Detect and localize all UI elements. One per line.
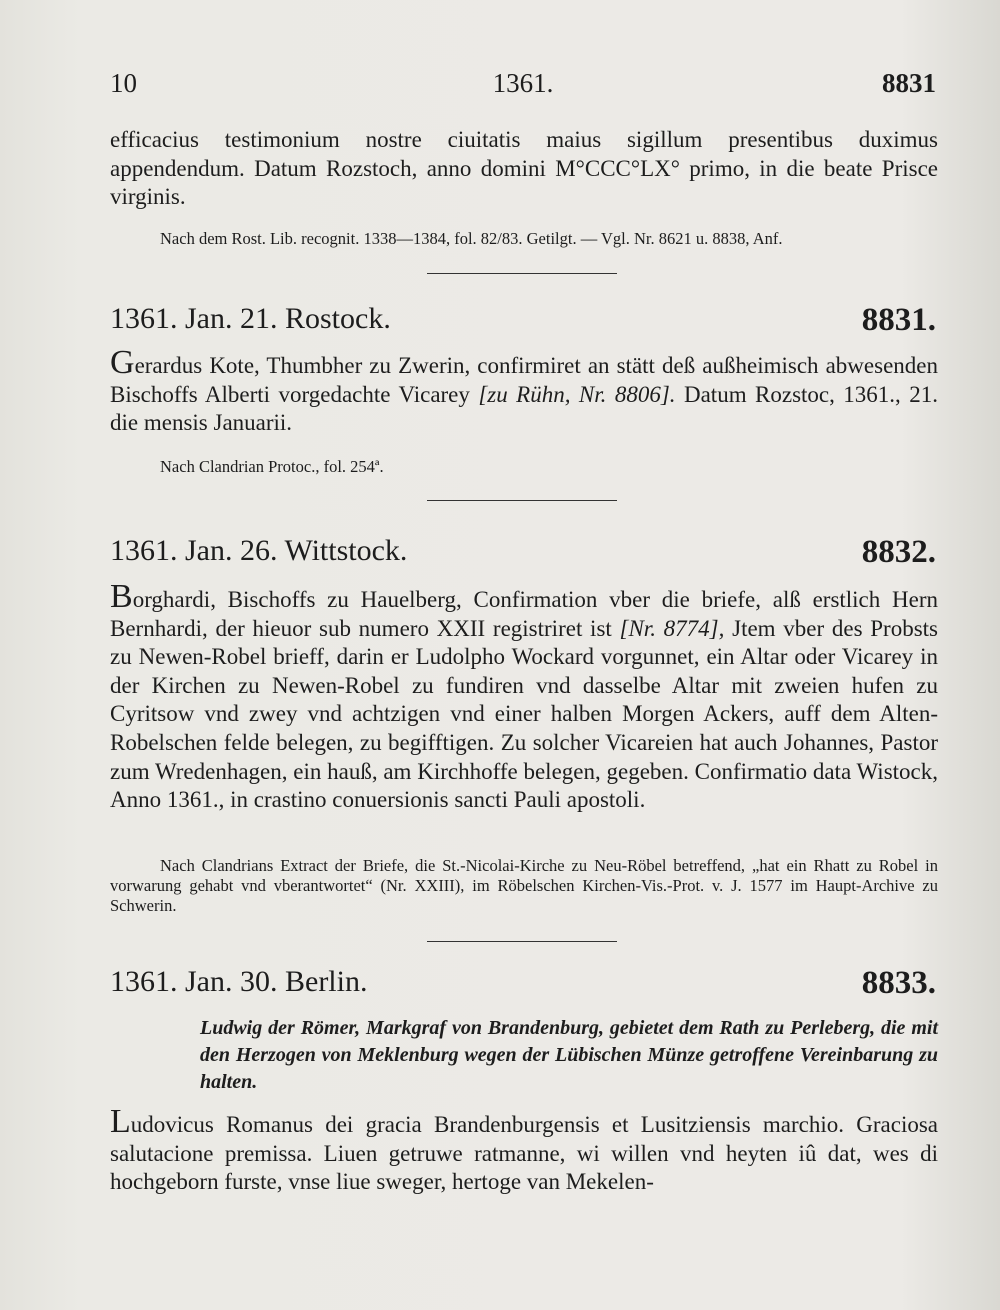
entry-text-8831 [110,344,938,438]
entry-end-text: Jtem vber des Probsts zu Newen-Robel brieff, darin er Ludolpho Wockard vorgunnet, ein Altar oder Vicarey in der Kirchen zu Newen-Robel zu fundiren vnd dasselbe Altar mit zweien hufen zu Cyritsow vnd zwey vnd achtzigen vnd einer halben Morgen Ackers, auff dem Alten-Robelschen felde belegen, zu begifftigen. Zu solcher Vicareien hat auch Johannes, Pastor zum Wredenhagen, ein hauß, am Kirchhoffe belegen, gegeben. Confirmatio data Wistock, Anno 1361., in crastino conuersionis sancti Pauli apostoli. [110,615,938,813]
header-year: 1361. [492,68,554,98]
page-header [110,68,936,104]
entry-header-8831 [110,302,936,342]
drop-initial: G [110,344,135,381]
entry-date-place: 1361. Jan. 26. Wittstock. [110,534,408,567]
entry-text-8833 [110,1103,938,1197]
entry-reference: [zu Rühn, Nr. 8806]. [478,381,676,407]
entry-end-text: Datum Rozstoc, 1361., 21. die mensis Januarii. [110,381,938,436]
drop-initial: B [110,578,133,615]
source-note-text: Nach Clandrian Protoc., fol. 254ª. [160,457,384,476]
intro-source-note [110,229,938,249]
entry-number: 8832. [861,534,936,570]
entry-text-8832 [110,578,938,815]
header-doc-number: 8831 [882,68,936,98]
entry-main-text: udovicus Romanus dei gracia Brandenburgensis et Lusitziensis marchio. Graciosa salutacione premissa. Liuen getruwe ratmanne, wi willen vnd heyten iû dat, wes di hochgeborn furste, vnse liue sweger, hertoge van Mekelen- [110,1112,938,1195]
entry-header-8832 [110,534,936,574]
section-divider [427,941,617,942]
section-divider [427,500,617,501]
entry-header-8833 [110,965,936,1005]
source-note-text: Nach Clandrians Extract der Briefe, die St.-Nicolai-Kirche zu Neu-Röbel betreffend, „hat ein Rhatt zu Robel in vorwarung gehabt vnd vberantwortet“ (Nr. XXIII), im Röbelschen Kirchen-Vis.-Prot. v. J. 1577 im Haupt-Archive zu Schwerin. [110,856,938,915]
entry-number: 8833. [861,965,936,1001]
entry-date-place: 1361. Jan. 21. Rostock. [110,302,391,335]
entry-number: 8831. [861,302,936,338]
entry-main-text: orghardi, Bischoffs zu Hauelberg, Confirmation vber die briefe, alß erstlich Hern Bernhardi, der hieuor sub numero XXII registriret ist [110,587,938,641]
page-number: 10 [110,68,137,98]
entry-main-text: erardus Kote, Thumbher zu Zwerin, confirmiret an stätt deß außheimisch abwesenden Bischoffs Alberti vorgedachte Vicarey [110,353,938,407]
intro-paragraph: efficacius testimonium nostre ciuitatis maius sigillum presentibus duximus appendendum. Datum Rozstoch, anno domini M°CCC°LX° primo, in die beate Prisce virginis. [110,127,938,210]
entry-date-place: 1361. Jan. 30. Berlin. [110,965,368,998]
entry-source-note-8831 [110,457,938,477]
drop-initial: L [110,1103,131,1140]
section-divider [427,273,617,274]
intro-source-text: Nach dem Rost. Lib. recognit. 1338—1384, fol. 82/83. Getilgt. — Vgl. Nr. 8621 u. 8838, Anf. [160,229,783,248]
entry-source-note-8832 [110,856,938,916]
entry-reference: [Nr. 8774], [619,615,725,641]
entry-summary-8833: Ludwig der Römer, Markgraf von Brandenburg, gebietet dem Rath zu Perleberg, die mit den Herzogen von Meklenburg wegen der Lübischen Münze getroffene Vereinbarung zu halten. [200,1017,938,1093]
